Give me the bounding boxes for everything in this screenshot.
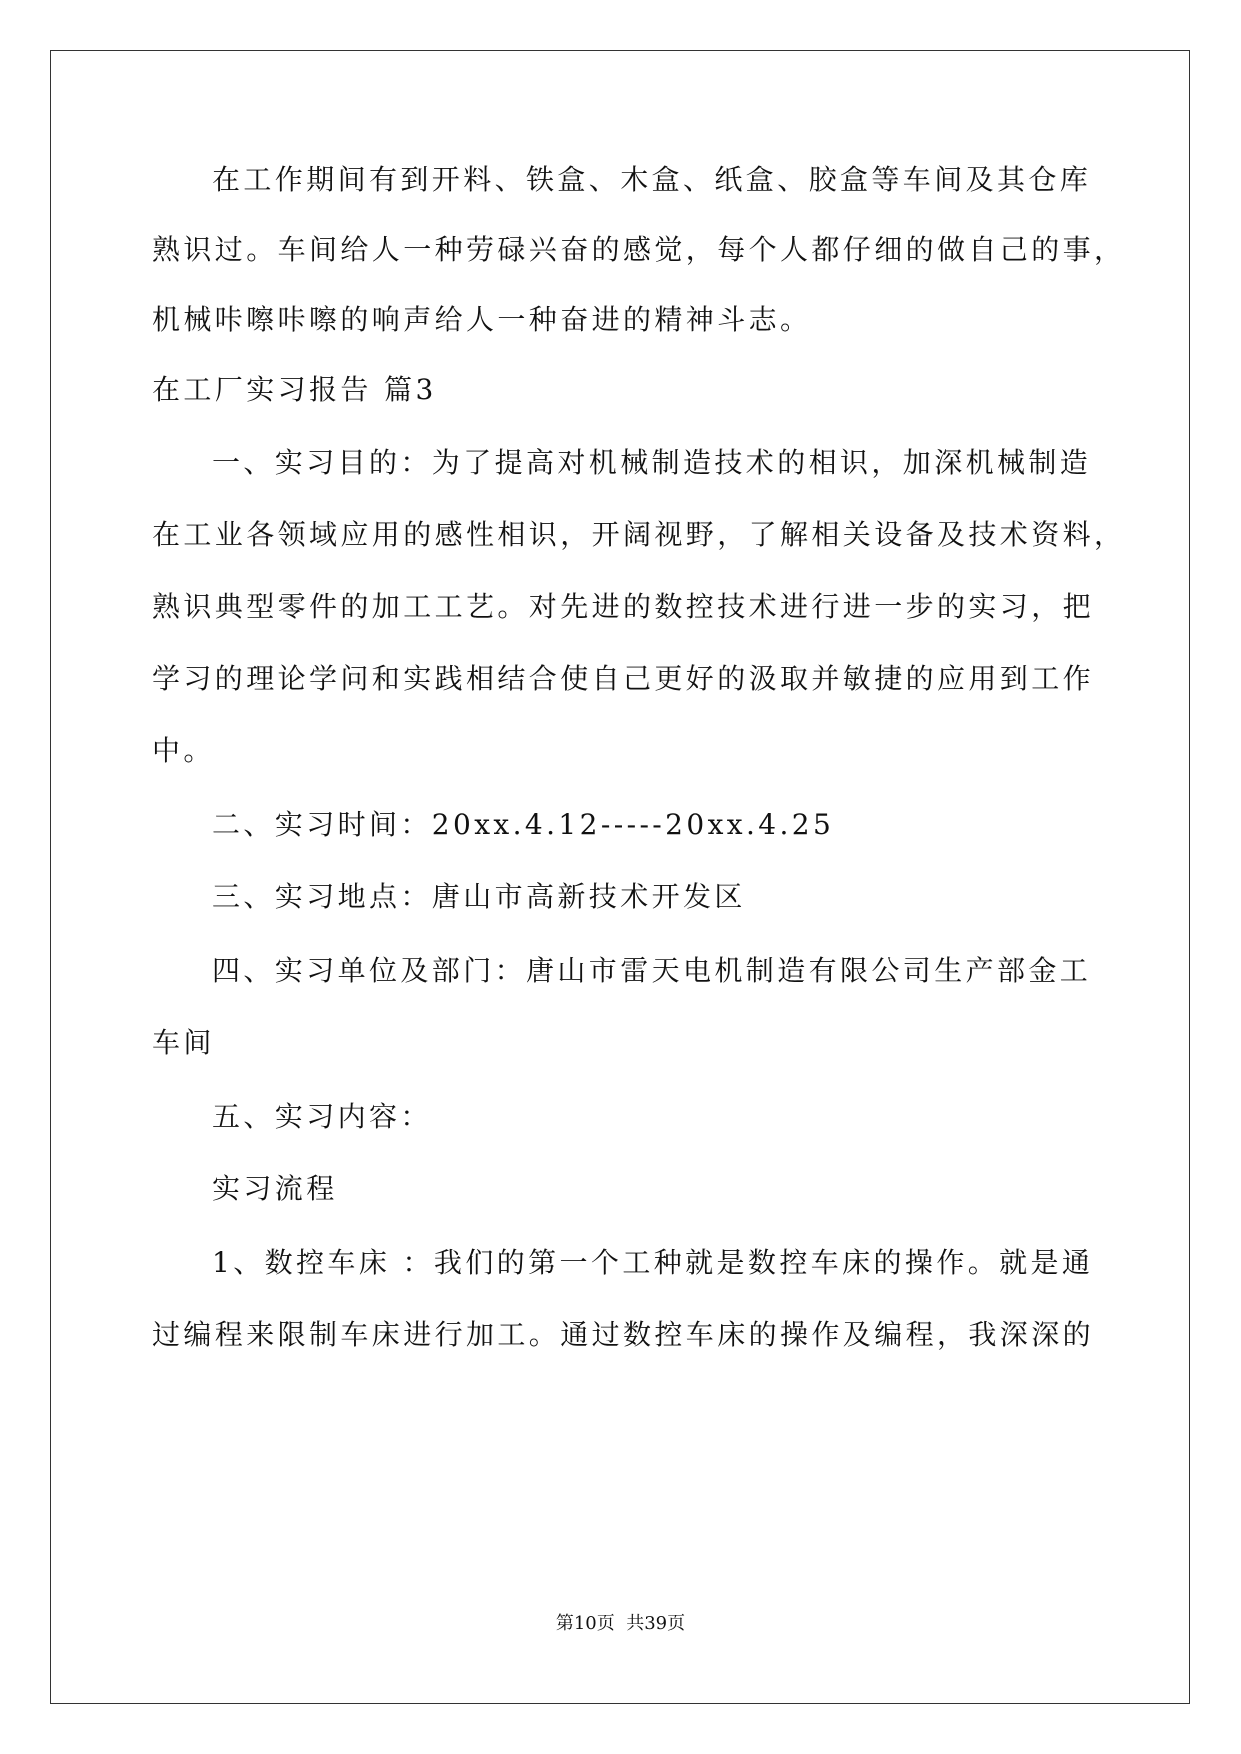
paragraph-line: 1、数控车床 ：我们的第一个工种就是数控车床的操作。就是通	[212, 1246, 1094, 1279]
paragraph-line: 车间	[152, 1026, 215, 1059]
paragraph-line: 过编程来限制车床进行加工。通过数控车床的操作及编程，我深深的	[152, 1318, 1095, 1351]
paragraph-line: 机械咔嚓咔嚓的响声给人一种奋进的精神斗志。	[152, 303, 812, 336]
paragraph-line: 一、实习目的：为了提高对机械制造技术的相识，加深机械制造	[212, 446, 1092, 479]
paragraph-line: 熟识过。车间给人一种劳碌兴奋的感觉，每个人都仔细的做自己的事，	[152, 233, 1126, 266]
paragraph-line: 实习流程	[212, 1172, 338, 1205]
paragraph-line: 在工作期间有到开料、铁盒、木盒、纸盒、胶盒等车间及其仓库	[212, 163, 1092, 196]
page-footer	[0, 1612, 1241, 1636]
paragraph-line: 五、实习内容：	[212, 1100, 432, 1133]
page-number: 第10页 共39页	[555, 1613, 686, 1634]
paragraph-line: 二、实习时间：20xx.4.12-----20xx.4.25	[212, 808, 835, 841]
paragraph-line: 三、实习地点：唐山市高新技术开发区	[212, 880, 746, 913]
section-heading: 在工厂实习报告 篇3	[152, 373, 437, 406]
paragraph-line: 熟识典型零件的加工工艺。对先进的数控技术进行进一步的实习，把	[152, 590, 1095, 623]
paragraph-line: 四、实习单位及部门：唐山市雷天电机制造有限公司生产部金工	[212, 954, 1092, 987]
paragraph-line: 在工业各领域应用的感性相识，开阔视野，了解相关设备及技术资料，	[152, 518, 1126, 551]
paragraph-line: 学习的理论学问和实践相结合使自己更好的汲取并敏捷的应用到工作	[152, 662, 1095, 695]
paragraph-line: 中。	[152, 734, 215, 767]
